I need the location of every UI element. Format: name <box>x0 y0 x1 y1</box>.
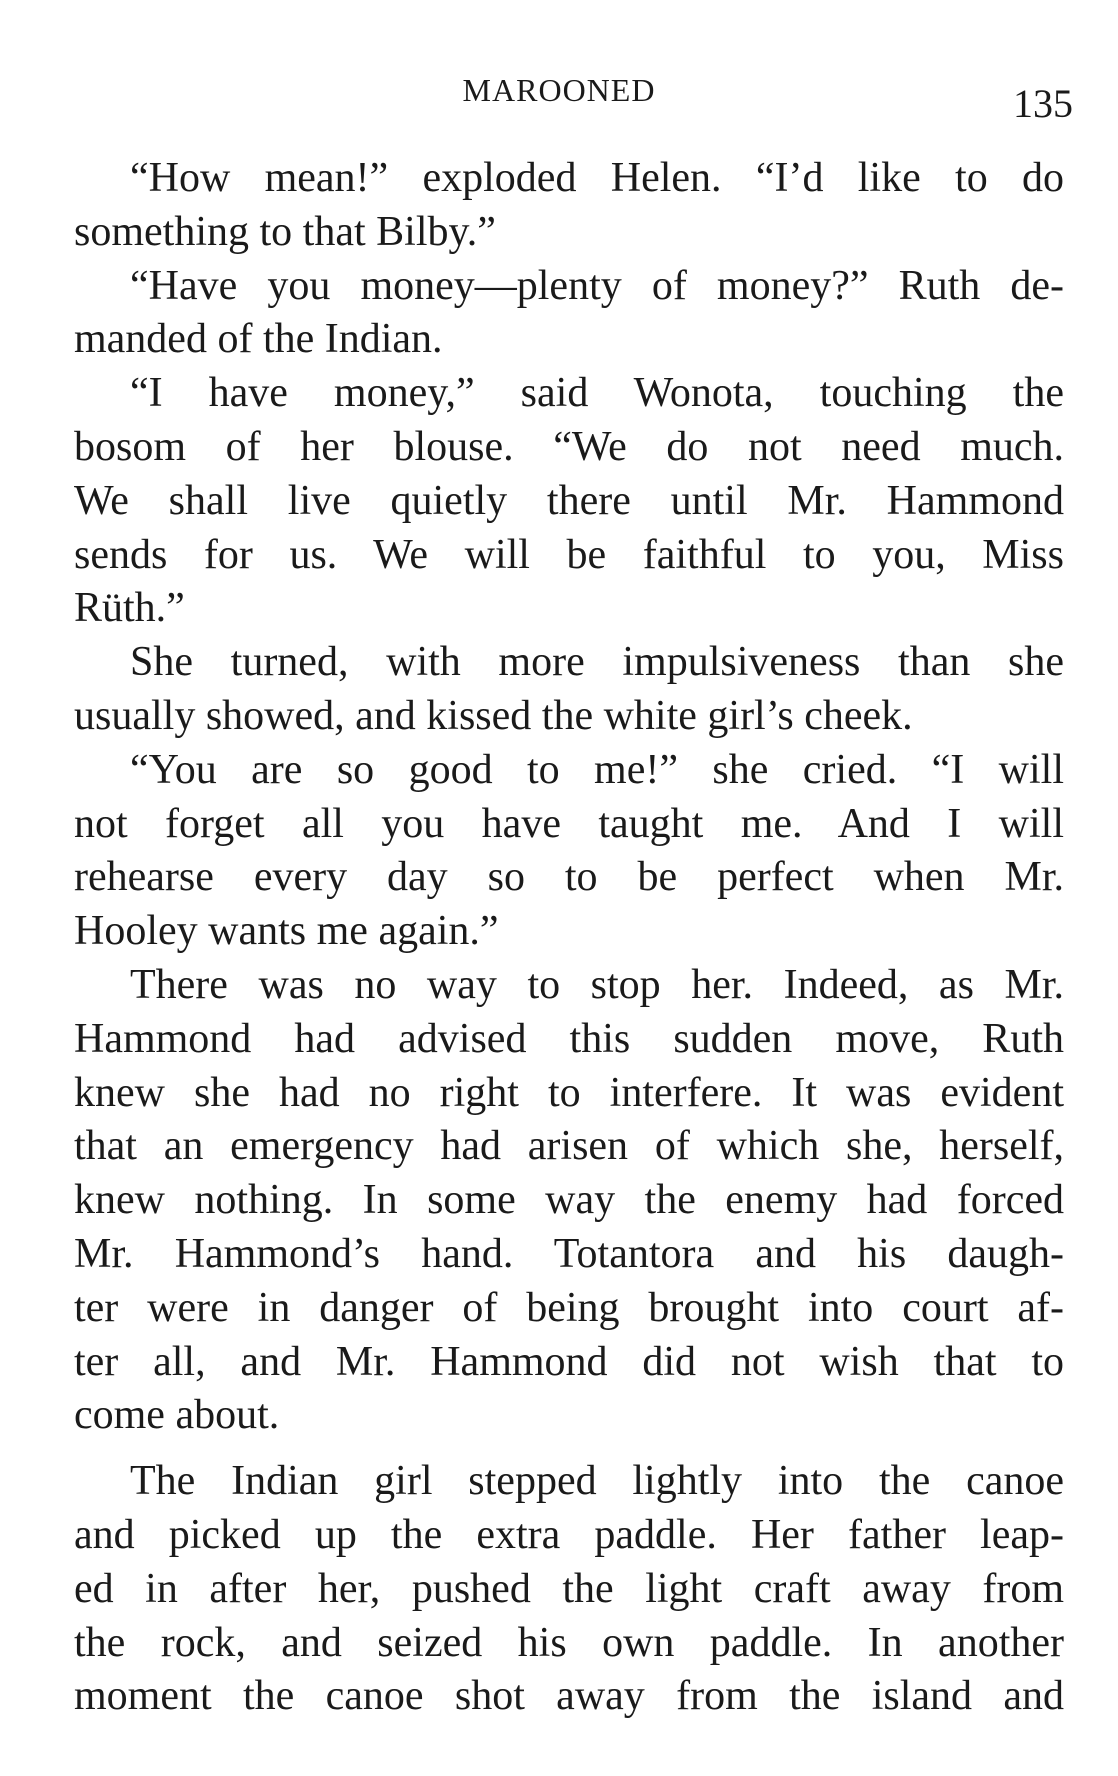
text-line: Hooley wants me again.” <box>74 908 499 955</box>
text-line: She turned, with more impulsiveness than she <box>130 639 1064 686</box>
text-line: ter all, and Mr. Hammond did not wish that to <box>74 1338 1064 1385</box>
text-line: The Indian girl stepped lightly into the canoe <box>130 1458 1064 1505</box>
text-line: There was no way to stop her. Indeed, as Mr. <box>130 961 1064 1008</box>
paragraph-gap <box>74 1443 1064 1455</box>
text-line: bosom of her blouse. “We do not need much. <box>74 423 1064 470</box>
text-line: not forget all you have taught me. And I will <box>74 800 1064 847</box>
text-line: moment the canoe shot away from the island and <box>74 1673 1064 1720</box>
running-head <box>0 72 1118 126</box>
text-line: the rock, and seized his own paddle. In another <box>74 1619 1064 1666</box>
text-line: Rüth.” <box>74 585 185 632</box>
text-line: come about. <box>74 1392 280 1439</box>
body-text <box>74 152 1064 1724</box>
text-line: rehearse every day so to be perfect when Mr. <box>74 854 1064 901</box>
text-line: that an emergency had arisen of which she, herself, <box>74 1123 1064 1170</box>
text-line: Mr. Hammond’s hand. Totantora and his daugh- <box>74 1230 1064 1277</box>
text-line: “Have you money—plenty of money?” Ruth de- <box>130 262 1064 309</box>
text-line: ter were in danger of being brought into court af- <box>74 1284 1064 1331</box>
running-title: MAROONED <box>462 72 656 108</box>
text-line: Hammond had advised this sudden move, Ruth <box>74 1015 1064 1062</box>
text-line: usually showed, and kissed the white girl’s cheek. <box>74 692 913 739</box>
text-line: knew nothing. In some way the enemy had forced <box>74 1177 1064 1224</box>
text-line: something to that Bilby.” <box>74 208 496 255</box>
page-number: 135 <box>1013 81 1073 126</box>
text-line: and picked up the extra paddle. Her father leap- <box>74 1511 1064 1558</box>
text-line: sends for us. We will be faithful to you, Miss <box>74 531 1064 578</box>
text-line: “You are so good to me!” she cried. “I will <box>130 746 1064 793</box>
text-line: “How mean!” exploded Helen. “I’d like to do <box>130 155 1064 201</box>
text-line: We shall live quietly there until Mr. Hammond <box>74 477 1064 524</box>
text-line: “I have money,” said Wonota, touching the <box>130 370 1064 417</box>
text-line: manded of the Indian. <box>74 316 443 363</box>
text-line: ed in after her, pushed the light craft away from <box>74 1565 1064 1612</box>
text-line: knew she had no right to interfere. It was evident <box>74 1069 1064 1116</box>
